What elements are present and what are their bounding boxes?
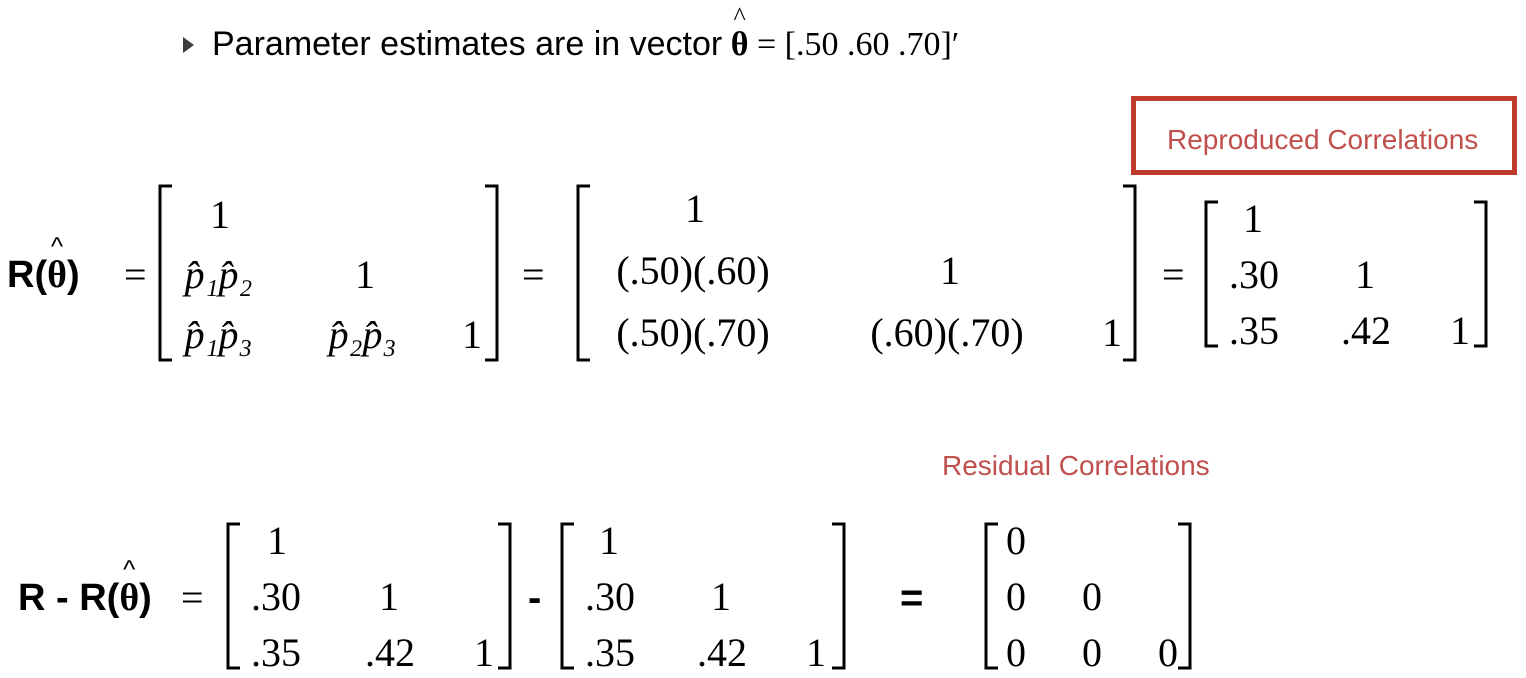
- eq1-res-r2c2: 1: [1355, 252, 1375, 297]
- eq1-sym-r1c1: 1: [210, 192, 230, 237]
- eq1-res-r1c1: 1: [1243, 196, 1263, 241]
- eq1-res-r3c2: .42: [1341, 308, 1391, 353]
- bullet-line: [183, 2, 960, 67]
- eq1-res-r2c1: .30: [1229, 252, 1279, 297]
- eq1-theta-hat: ^ θ: [47, 231, 67, 296]
- eq2-m1-r1c1: 1: [267, 518, 287, 563]
- eq2-m3-r3c2: 0: [1082, 630, 1102, 675]
- eq2-m1-r2c1: .30: [251, 574, 301, 619]
- residual-correlations-label: Residual Correlations: [942, 450, 1210, 481]
- eq2-m3-r2c2: 0: [1082, 574, 1102, 619]
- eq1-sym-r3c3: 1: [462, 312, 482, 357]
- eq2-m2-r3c1: .35: [585, 630, 635, 675]
- eq1-equals-2: =: [522, 252, 545, 297]
- eq2-equals-1: =: [181, 575, 204, 620]
- eq1-num-r3c3: 1: [1102, 310, 1122, 355]
- eq2-m1-r3c3: 1: [474, 630, 494, 675]
- eq2-m2-r1c1: 1: [599, 518, 619, 563]
- bullet-text: Parameter estimates are in vector: [212, 25, 723, 63]
- eq1-num-r2c2: 1: [940, 248, 960, 293]
- eq1-num-r2c1: (.50)(.60): [616, 248, 770, 293]
- eq1-lhs: R( ^ θ): [7, 231, 80, 296]
- eq1-num-r3c2: (.60)(.70): [870, 310, 1024, 355]
- eq1-sym-r3c1: p̂₁p̂₃: [184, 312, 253, 357]
- eq2-m2-r3c3: 1: [806, 630, 826, 675]
- eq2-m3-r3c1: 0: [1006, 630, 1026, 675]
- eq1-res-r3c1: .35: [1229, 308, 1279, 353]
- eq2-m3-r1c1: 0: [1006, 518, 1026, 563]
- eq1-res-r3c3: 1: [1450, 308, 1470, 353]
- bullet-triangle-icon: [183, 37, 194, 53]
- eq2-m1-r3c1: .35: [251, 630, 301, 675]
- eq2-m2-r2c1: .30: [585, 574, 635, 619]
- bullet-equals: =: [756, 26, 777, 63]
- eq2-theta-hat: ^ θ: [119, 554, 140, 619]
- reproduced-correlations-label: Reproduced Correlations: [1167, 124, 1479, 155]
- eq1-sym-r2c1: p̂₁p̂₂: [184, 252, 253, 297]
- eq2-m1-r2c2: 1: [379, 574, 399, 619]
- eq2-m1-r3c2: .42: [365, 630, 415, 675]
- bullet-vector: [.50 .60 .70]′: [784, 26, 960, 63]
- eq2-m2-r2c2: 1: [711, 574, 731, 619]
- eq2-equals-2: =: [900, 576, 924, 620]
- eq1-equals-1: =: [124, 252, 147, 297]
- eq1-sym-r3c2: p̂₂p̂₃: [328, 312, 397, 357]
- eq2-m3-r3c3: 0: [1158, 630, 1178, 675]
- eq1-sym-r2c2: 1: [355, 252, 375, 297]
- eq1-num-r1c1: 1: [685, 186, 705, 231]
- eq1-num-r3c1: (.50)(.70): [616, 310, 770, 355]
- eq2-minus: -: [528, 576, 542, 620]
- eq1-equals-3: =: [1162, 252, 1185, 297]
- eq2-m2-r3c2: .42: [697, 630, 747, 675]
- eq2-m3-r2c1: 0: [1006, 574, 1026, 619]
- eq2-lhs: R - R( ^ θ): [18, 554, 152, 619]
- theta-hat-symbol: ^ θ: [730, 2, 749, 63]
